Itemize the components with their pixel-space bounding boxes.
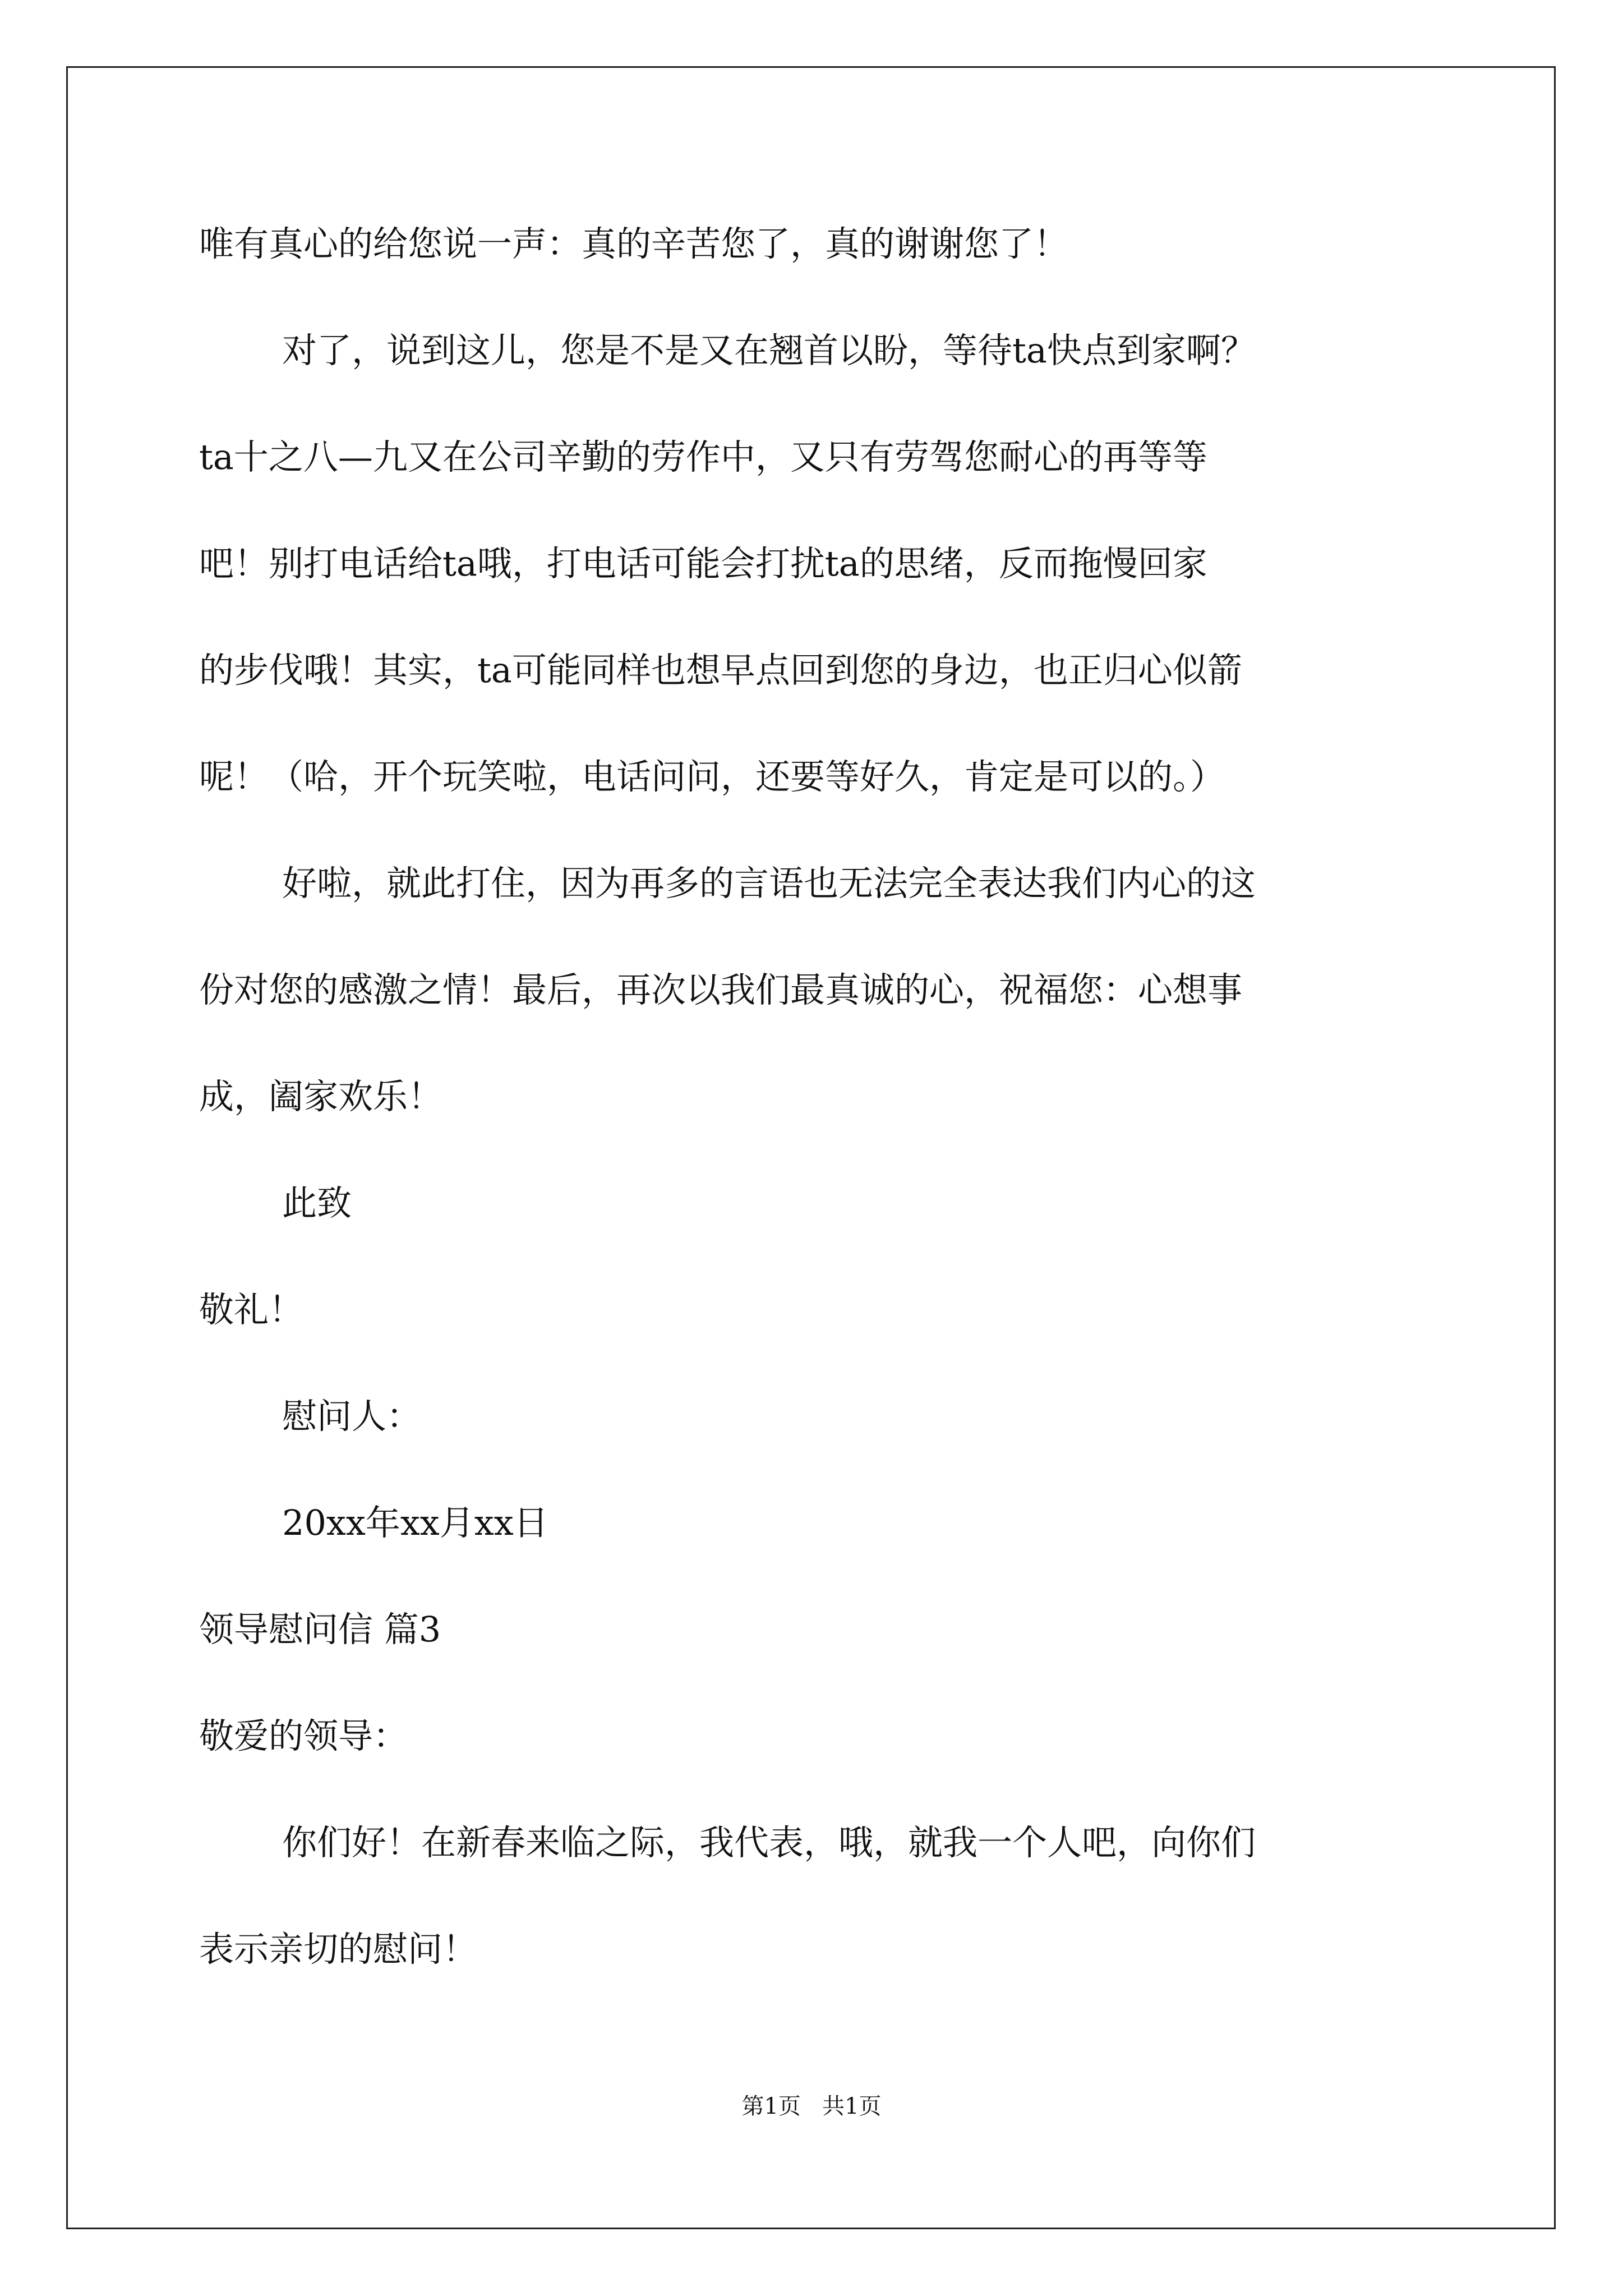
paragraph-line: ta十之八—九又在公司辛勤的劳作中，又只有劳驾您耐心的再等等 <box>199 436 1207 477</box>
letter-greeting: 敬爱的领导： <box>199 1715 408 1756</box>
paragraph-line: 唯有真心的给您说一声：真的辛苦您了，真的谢谢您了！ <box>199 223 1069 264</box>
paragraph-line: 成，阖家欢乐！ <box>199 1076 443 1117</box>
paragraph-line: 好啦，就此打住，因为再多的言语也无法完全表达我们内心的这 <box>282 863 1256 904</box>
section-heading: 领导慰问信 篇3 <box>199 1609 441 1650</box>
closing-respect: 敬礼！ <box>199 1289 304 1330</box>
paragraph-line: 对了，说到这儿，您是不是又在翘首以盼，等待ta快点到家啊？ <box>282 330 1256 371</box>
page-border <box>66 66 1556 2229</box>
paragraph-line: 呢！（哈，开个玩笑啦，电话问问，还要等好久，肯定是可以的。） <box>199 756 1225 797</box>
closing-salutation: 此致 <box>282 1182 352 1223</box>
signature-label: 慰问人： <box>282 1396 422 1437</box>
paragraph-line: 吧！别打电话给ta哦，打电话可能会打扰ta的思绪，反而拖慢回家 <box>199 543 1207 584</box>
paragraph-line: 份对您的感激之情！最后，再次以我们最真诚的心，祝福您：心想事 <box>199 969 1243 1010</box>
paragraph-line: 你们好！在新春来临之际，我代表，哦，就我一个人吧，向你们 <box>282 1822 1256 1863</box>
paragraph-line: 的步伐哦！其实，ta可能同样也想早点回到您的身边，也正归心似箭 <box>199 650 1242 691</box>
letter-date: 20xx年xx月xx日 <box>282 1502 548 1543</box>
page-footer: 第1页 共1页 <box>741 2093 882 2119</box>
paragraph-line: 表示亲切的慰问！ <box>199 1929 478 1970</box>
